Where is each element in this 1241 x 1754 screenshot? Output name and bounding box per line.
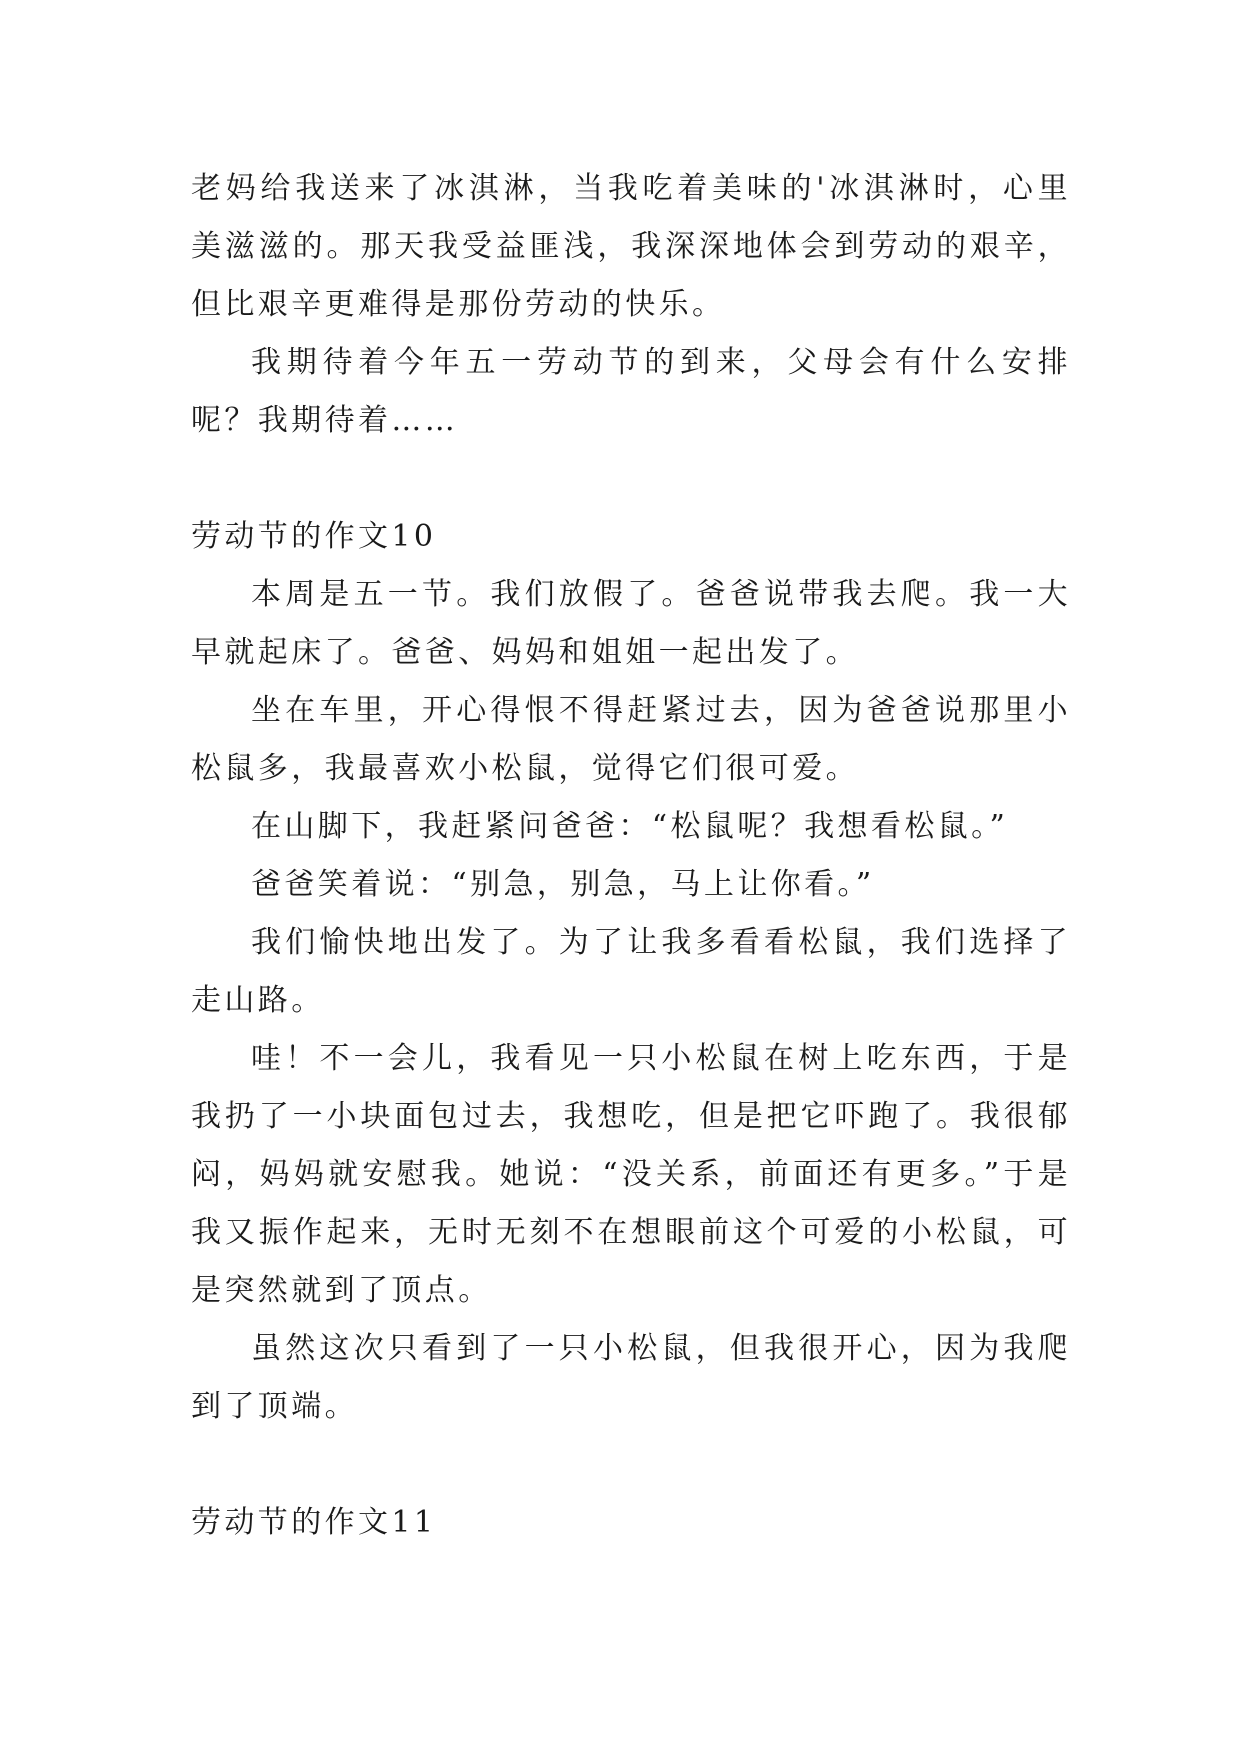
spacer	[191, 450, 1071, 508]
paragraph: 哇！不一会儿，我看见一只小松鼠在树上吃东西，于是我扔了一小块面包过去，我想吃，但是把它吓跑了。我很郁闷，妈妈就安慰我。她说：“没关系，前面还有更多。”于是我又振作起来，无时无刻不在想眼前这个可爱的小松鼠，可是突然就到了顶点。	[191, 1041, 1071, 1308]
paragraph: 老妈给我送来了冰淇淋，当我吃着美味的'冰淇淋时，心里美滋滋的。那天我受益匪浅，我深深地体会到劳动的艰辛，但比艰辛更难得是那份劳动的快乐。	[191, 171, 1071, 322]
paragraph: 我期待着今年五一劳动节的到来，父母会有什么安排呢？我期待着……	[191, 345, 1071, 438]
paragraph: 虽然这次只看到了一只小松鼠，但我很开心，因为我爬到了顶端。	[191, 1331, 1071, 1424]
document-body	[191, 160, 1071, 1552]
paragraph: 我们愉快地出发了。为了让我多看看松鼠，我们选择了走山路。	[191, 925, 1071, 1018]
spacer	[191, 1436, 1071, 1494]
section-heading: 劳动节的作文10	[191, 519, 437, 554]
paragraph: 在山脚下，我赶紧问爸爸：“松鼠呢？我想看松鼠。”	[251, 809, 1009, 844]
paragraph: 坐在车里，开心得恨不得赶紧过去，因为爸爸说那里小松鼠多，我最喜欢小松鼠，觉得它们很可爱。	[191, 693, 1071, 786]
paragraph: 本周是五一节。我们放假了。爸爸说带我去爬。我一大早就起床了。爸爸、妈妈和姐姐一起出发了。	[191, 577, 1071, 670]
paragraph: 爸爸笑着说：“别急，别急，马上让你看。”	[251, 867, 875, 902]
section-heading: 劳动节的作文11	[191, 1505, 437, 1540]
